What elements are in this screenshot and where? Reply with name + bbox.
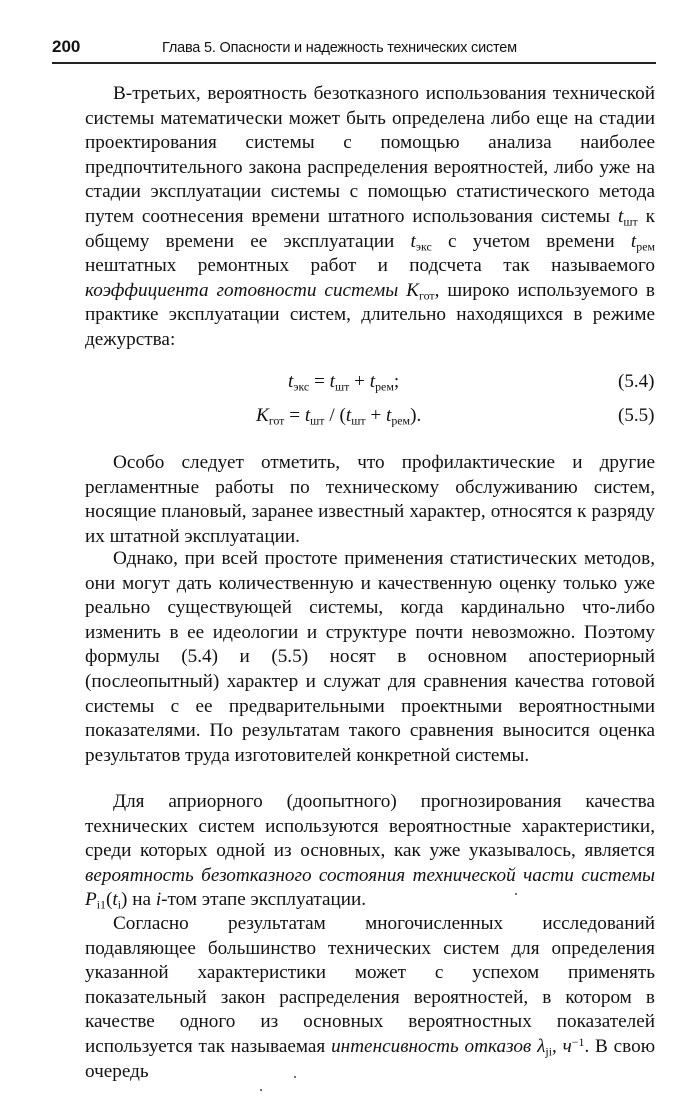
formula-5-5 — [256, 403, 421, 429]
f2-b-sub: шт — [351, 413, 366, 428]
var-p: P — [85, 889, 97, 911]
paragraph-5 — [85, 912, 655, 1084]
var-t-i: t — [112, 889, 118, 911]
formula-5-4 — [288, 369, 399, 395]
var-t-eks: t — [410, 230, 416, 252]
f2-a: t — [304, 405, 311, 426]
page-header — [52, 36, 656, 58]
f2-lhs: K — [256, 405, 269, 426]
p1-text-3: с учетом времени — [431, 230, 631, 252]
p4-text-3: -том этапе эксплуатации. — [161, 889, 367, 911]
f2-eq: = — [284, 405, 305, 426]
header-rule — [52, 62, 656, 64]
sub-i1: i1 — [96, 897, 106, 912]
scan-speck — [515, 893, 517, 895]
p4-text-1: Для априорного (доопытного) прогнозирования качества технических систем используются вероятностные характеристики, среди которых одной из основных, как уже указывалось, является — [85, 791, 655, 862]
p4-paren-close: ) — [121, 889, 128, 911]
p5-comma: , — [552, 1035, 563, 1057]
paragraph-3: Однако, при всей простоте применения статистических методов, они могут дать количественную и качественную оценку только уже реально существующей системы, когда кардинально что-либо изменить в ее идеологии и структуре почти невозможно. Поэтому формулы (5.4) и (5.5) носят в основном апостериорный (послеопытный) характер и служат для сравнения качества готовой системы с ее предварительными проектными вероятностными показателями. По результатам такого сравнения выносится оценка результатов труда изготовителей конкретной системы. — [85, 548, 655, 766]
p5-text-2: . В свою очередь — [85, 1035, 656, 1082]
f1-plus: + — [349, 371, 370, 392]
p1-text-1: В-третьих, вероятность безотказного использования технической системы математически может быть определена либо еще на стадии проектирования системы с помощью анализа наиболее предпочтительного закона распределения вероятностей, либо уже на стадии эксплуатации системы с помощью статистического метода путем соотнесения времени штатного использования системы — [85, 83, 655, 227]
p1-text-4: нештатных ремонтных работ и подсчета так называемого — [85, 255, 655, 277]
scan-speck — [294, 1076, 296, 1078]
scan-speck — [260, 1089, 262, 1091]
sup-minus-one: −1 — [571, 1035, 585, 1050]
f1-lhs-sub: экс — [293, 379, 310, 394]
f2-end: ). — [410, 405, 422, 426]
p1-text-5: , широко используемого в практике эксплуатации систем, длительно находящихся в режиме дежурства: — [85, 279, 655, 350]
f1-a: t — [329, 371, 335, 392]
equation-number-5-4: (5.4) — [618, 371, 655, 392]
f1-b-sub: рем — [375, 379, 394, 394]
running-title: Глава 5. Опасности и надежность технических систем — [162, 40, 517, 56]
paragraph-4 — [85, 790, 655, 913]
var-t-sht: t — [618, 205, 624, 227]
var-i: i — [155, 889, 162, 911]
f1-end: ; — [393, 371, 400, 392]
f2-lhs-sub: гот — [268, 413, 285, 428]
term-availability-coefficient: коэффициента готовности системы — [85, 279, 399, 301]
f1-b: t — [369, 371, 376, 392]
p1-text-2: к общему времени ее эксплуатации — [85, 205, 655, 252]
term-failure-free-probability: вероятность безотказного состояния технической части системы — [85, 864, 655, 886]
f1-lhs: t — [288, 371, 294, 392]
p1-space — [398, 280, 406, 301]
sub-rem: рем — [636, 238, 655, 253]
sub-got: гот — [418, 288, 435, 303]
f2-b: t — [345, 405, 352, 426]
var-t-rem: t — [630, 230, 637, 252]
var-k-got: K — [406, 279, 419, 301]
f1-eq: = — [309, 371, 330, 392]
p5-text-1: Согласно результатам многочисленных исследований подавляющее большинство технических систем для определения указанной характеристики может с успехом применять показательный закон распределения вероятностей, в котором в качестве одного из основных вероятностных показателей используется так называемая — [85, 913, 655, 1057]
p4-paren-open: ( — [105, 889, 113, 911]
term-failure-rate: интенсивность отказов — [331, 1035, 532, 1057]
sub-sht: шт — [623, 214, 638, 229]
paragraph-2: Особо следует отметить, что профилактические и другие регламентные работы по техническому обслуживанию систем, носящие плановый, заранее известный характер, относятся к разряду их штатной эксплуатации. — [85, 452, 655, 547]
sub-eks: экс — [415, 238, 432, 253]
paragraph-1 — [85, 82, 655, 353]
equation-number-5-5: (5.5) — [618, 405, 655, 426]
f2-a-sub: шт — [310, 413, 325, 428]
sub-ji: ji — [545, 1044, 552, 1059]
sub-i: i — [117, 897, 122, 912]
f1-a-sub: шт — [334, 379, 350, 394]
var-lambda: λ — [537, 1035, 546, 1057]
f2-div-open: / ( — [324, 405, 346, 426]
f2-plus: + — [365, 405, 386, 426]
f2-c-sub: рем — [391, 413, 411, 428]
unit-hour: ч — [562, 1035, 572, 1057]
page-number: 200 — [52, 37, 81, 56]
p4-text-2: на — [127, 889, 156, 911]
f2-c: t — [385, 405, 392, 426]
